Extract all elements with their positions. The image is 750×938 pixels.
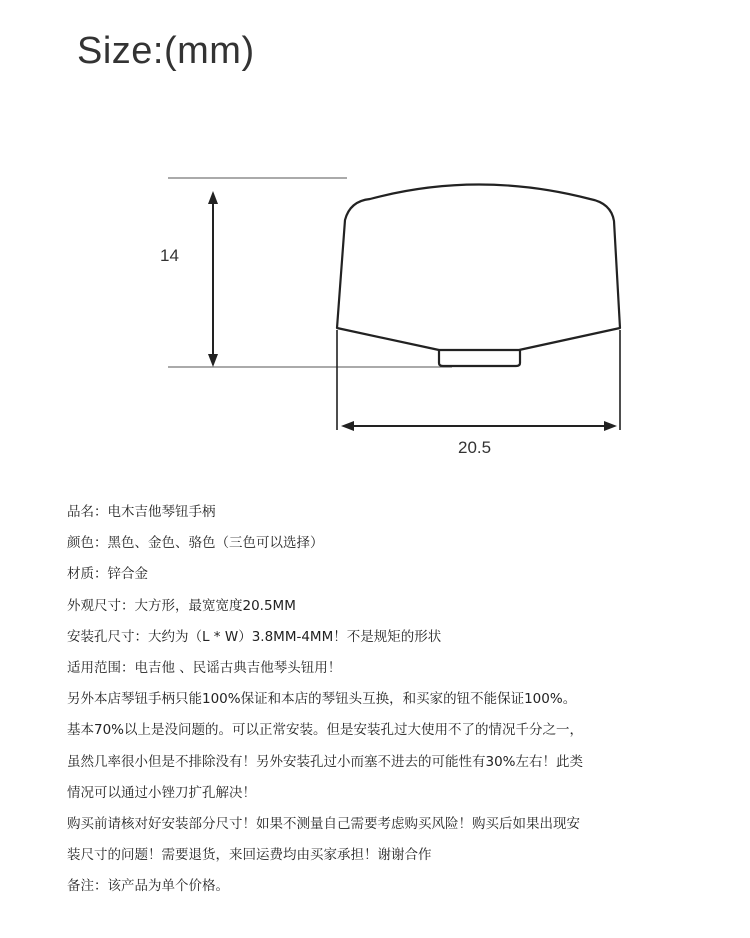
height-arrow-head-top	[208, 191, 218, 204]
spec-line: 适用范围：电吉他 、民谣古典吉他琴头钮用！	[67, 660, 342, 677]
height-label: 14	[160, 246, 179, 265]
product-spec-list	[67, 497, 707, 903]
spec-line: 外观尺寸：大方形，最宽宽度20.5MM	[67, 597, 296, 614]
knob-outline	[337, 185, 620, 351]
spec-line: 备注：该产品为单个价格。	[67, 878, 229, 895]
width-arrow-head-right	[604, 421, 617, 431]
spec-line: 购买前请核对好安装部分尺寸！如果不测量自己需要考虑购买风险！购买后如果出现安	[67, 816, 580, 833]
spec-line: 安装孔尺寸：大约为（L * W）3.8MM-4MM！不是规矩的形状	[67, 628, 442, 645]
page-title: Size:(mm)	[77, 30, 255, 72]
height-arrow-head-bottom	[208, 354, 218, 367]
spec-line: 品名：电木吉他琴钮手柄	[67, 504, 216, 520]
spec-line: 基本70%以上是没问题的。可以正常安装。但是安装孔过大使用不了的情况千分之一，	[67, 722, 584, 739]
spec-line: 另外本店琴钮手柄只能100%保证和本店的琴钮头互换，和买家的钮不能保证100%。	[67, 691, 577, 708]
spec-line: 颜色：黑色、金色、骆色（三色可以选择）	[67, 535, 324, 552]
spec-line: 装尺寸的问题！需要退货，来回运费均由买家承担！谢谢合作	[67, 847, 432, 864]
knob-mounting-tab	[439, 350, 520, 366]
spec-line: 情况可以通过小锉刀扩孔解决！	[67, 784, 256, 801]
spec-line: 虽然几率很小但是不排除没有！另外安装孔过小而塞不进去的可能性有30%左右！此类	[67, 753, 584, 770]
width-label: 20.5	[458, 438, 492, 457]
width-arrow-head-left	[341, 421, 354, 431]
spec-line: 材质：锌合金	[67, 566, 148, 583]
